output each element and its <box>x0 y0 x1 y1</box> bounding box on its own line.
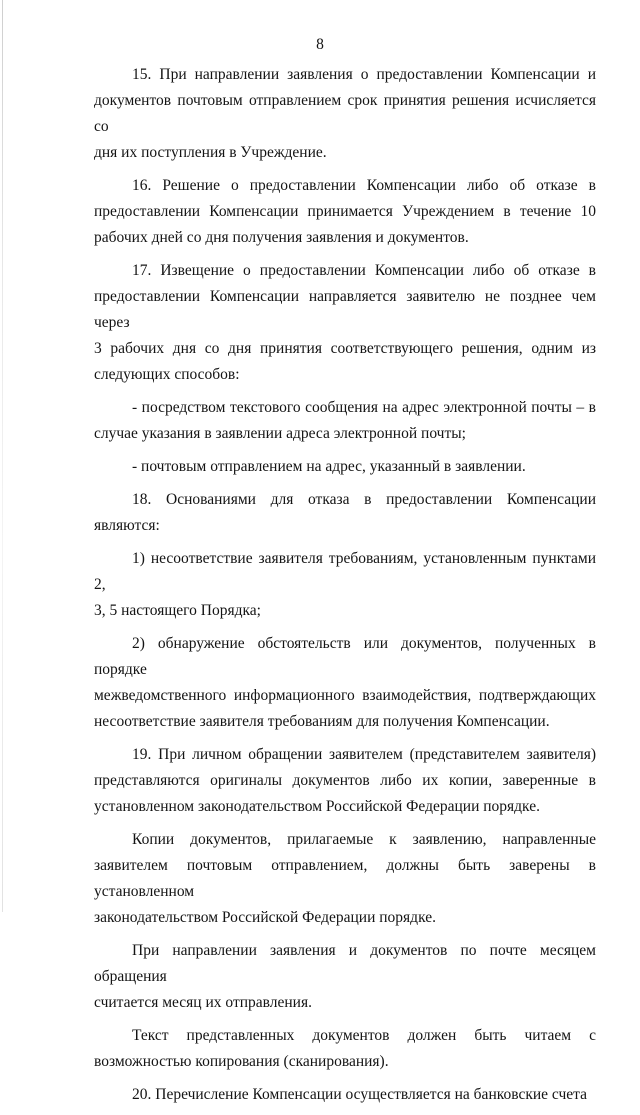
paragraph-line: 18. Основаниями для отказа в предоставлении Компенсации являются: <box>94 491 596 534</box>
paragraph-p18 <box>94 487 596 539</box>
paragraph-line: представляются оригиналы документов либо их копии, заверенные в <box>94 772 596 789</box>
document-body <box>94 62 596 1115</box>
paragraph-line: 15. При направлении заявления о предоставлении Компенсации и <box>132 66 596 83</box>
paragraph-p17-email <box>94 395 596 447</box>
paragraph-p15 <box>94 62 596 166</box>
paragraph-line: случае указания в заявлении адреса электронной почты; <box>94 425 466 442</box>
paragraph-line: Текст представленных документов должен быть читаем с <box>132 1027 596 1044</box>
paragraph-line: заявителем почтовым отправлением, должны быть заверены в установленном <box>94 857 596 900</box>
paragraph-p17-post <box>94 454 596 480</box>
paragraph-p19-month <box>94 938 596 1016</box>
paragraph-p19-copies <box>94 827 596 931</box>
paragraph-line: 1) несоответствие заявителя требованиям, установленным пунктами 2, <box>94 550 596 593</box>
paragraph-line: 3, 5 настоящего Порядка; <box>94 602 261 619</box>
paragraph-line: Копии документов, прилагаемые к заявлению, направленные <box>132 831 596 848</box>
paragraph-line: 17. Извещение о предоставлении Компенсации либо об отказе в <box>132 262 596 279</box>
paragraph-p18-1 <box>94 546 596 624</box>
paragraph-p20 <box>94 1082 596 1108</box>
scan-edge <box>2 0 3 912</box>
paragraph-line: несоответствие заявителя требованиям для получения Компенсации. <box>94 713 550 730</box>
paragraph-line: установленном законодательством Российской Федерации порядке. <box>94 798 540 815</box>
paragraph-line: межведомственного информационного взаимодействия, подтверждающих <box>94 687 596 704</box>
paragraph-line: дня их поступления в Учреждение. <box>94 144 327 161</box>
paragraph-p19 <box>94 742 596 820</box>
paragraph-line: законодательством Российской Федерации порядке. <box>94 909 436 926</box>
paragraph-line: предоставлении Компенсации принимается Учреждением в течение 10 <box>94 203 596 220</box>
paragraph-line: 3 рабочих дня со дня принятия соответствующего решения, одним из <box>94 340 596 357</box>
paragraph-line: предоставлении Компенсации направляется заявителю не позднее чем через <box>94 288 596 331</box>
paragraph-line: - посредством текстового сообщения на адрес электронной почты – в <box>132 399 596 416</box>
paragraph-p19-text <box>94 1023 596 1075</box>
paragraph-line: считается месяц их отправления. <box>94 994 312 1011</box>
paragraph-line: 16. Решение о предоставлении Компенсации либо об отказе в <box>132 177 596 194</box>
paragraph-line: При направлении заявления и документов по почте месяцем обращения <box>94 942 596 985</box>
paragraph-p18-2 <box>94 631 596 735</box>
paragraph-p17 <box>94 258 596 388</box>
paragraph-line: 2) обнаружение обстоятельств или документов, полученных в порядке <box>94 635 596 678</box>
paragraph-line: возможностью копирования (сканирования). <box>94 1053 389 1070</box>
paragraph-line: следующих способов: <box>94 366 240 383</box>
paragraph-line: 19. При личном обращении заявителем (представителем заявителя) <box>132 746 596 763</box>
page-number: 8 <box>316 36 324 53</box>
paragraph-line: документов почтовым отправлением срок принятия решения исчисляется со <box>94 92 596 135</box>
paragraph-line: рабочих дней со дня получения заявления и документов. <box>94 229 469 246</box>
paragraph-line: - почтовым отправлением на адрес, указанный в заявлении. <box>132 458 526 475</box>
paragraph-p16 <box>94 173 596 251</box>
paragraph-line: 20. Перечисление Компенсации осуществляется на банковские счета <box>132 1086 588 1103</box>
